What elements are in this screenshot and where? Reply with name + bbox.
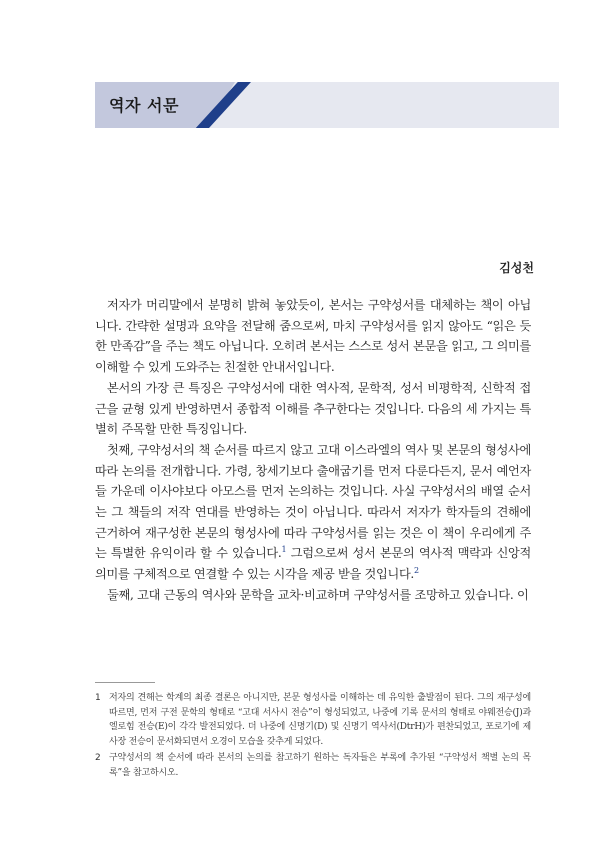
- footnote-text: 구약성서의 책 순서에 따라 본서의 논의를 참고하기 원하는 독자들은 부록에 추가된 “구약성서 책별 논의 목록”을 참고하시오.: [109, 753, 531, 778]
- footnote-number: 1: [95, 693, 101, 703]
- paragraph-2: 본서의 가장 큰 특징은 구약성서에 대한 역사적, 문학적, 성서 비평학적, 신학적 접근을 균형 있게 반영하면서 종합적 이해를 추구한다는 것입니다. 다음의 세 가지는 특별히 주목할 만한 특징입니다.: [95, 380, 531, 437]
- footnote-number: 2: [95, 753, 101, 764]
- author-name: 김성천: [499, 261, 534, 275]
- chapter-title: 역자 서문: [109, 96, 179, 115]
- footnote-text: 저자의 견해는 학계의 최종 결론은 아니지만, 본문 형성사를 이해하는 데 유익한 출발점이 된다. 그의 재구성에 따르면, 먼저 구전 문학의 형태로 “고대 서사시 전승”이 형성되었고, 나중에 기록 문서의 형태로 야웨전승(J)과 엘로힘 전승(E)이 각각 발전되었다. 더 나중에 신명기(D) 및 신명기 역사서(DtrH)가 편찬되었고, 포로기에 제사장 전승이 문서화되면서 오경이 모습을 갖추게 되었다.: [109, 693, 531, 747]
- paragraph-3-part-2: 그럼으로써 성서 본문의 역사적 맥락과 신앙적 의미를 구체적으로 연결할 수 있는 시각을 제공 받을 것입니다.: [95, 546, 531, 582]
- paragraph-1: 저자가 머리말에서 분명히 밝혀 놓았듯이, 본서는 구약성서를 대체하는 책이 아닙니다. 간략한 설명과 요약을 전달해 줌으로써, 마치 구약성서를 읽지 않아도 “읽은 듯한 만족감”을 주는 책도 아닙니다. 오히려 본서는 스스로 성서 본문을 읽고, 그 의미를 이해할 수 있게 도와주는 친절한 안내서입니다.: [95, 298, 531, 375]
- chapter-banner: [95, 82, 559, 128]
- paragraph-3: [95, 440, 531, 585]
- footnote-1: [95, 691, 531, 749]
- footnote-ref-1[interactable]: 1: [281, 545, 287, 555]
- body-text: [95, 295, 531, 606]
- footnotes: [95, 691, 531, 781]
- footnote-2: [95, 751, 531, 780]
- paragraph-4: 둘째, 고대 근동의 역사와 문학을 교차·비교하며 구약성서를 조망하고 있습니다. 이: [107, 587, 529, 602]
- footnote-divider: [95, 682, 155, 683]
- paragraph-3-part-1: 첫째, 구약성서의 책 순서를 따르지 않고 고대 이스라엘의 역사 및 본문의 형성사에 따라 논의를 전개합니다. 가령, 창세기보다 출애굽기를 먼저 다룬다든지, 문서 예언자들 가운데 이사야보다 아모스를 먼저 논의하는 것입니다. 사실 구약성서의 배열 순서는 그 책들의 저작 연대를 반영하는 것이 아닙니다. 따라서 저자가 학자들의 견해에 근거하여 재구성한 본문의 형성사에 따라 구약성서를 읽는 것은 이 책이 우리에게 주는 특별한 유익이라 할 수 있습니다.: [95, 442, 531, 561]
- footnote-ref-2[interactable]: 2: [414, 566, 419, 576]
